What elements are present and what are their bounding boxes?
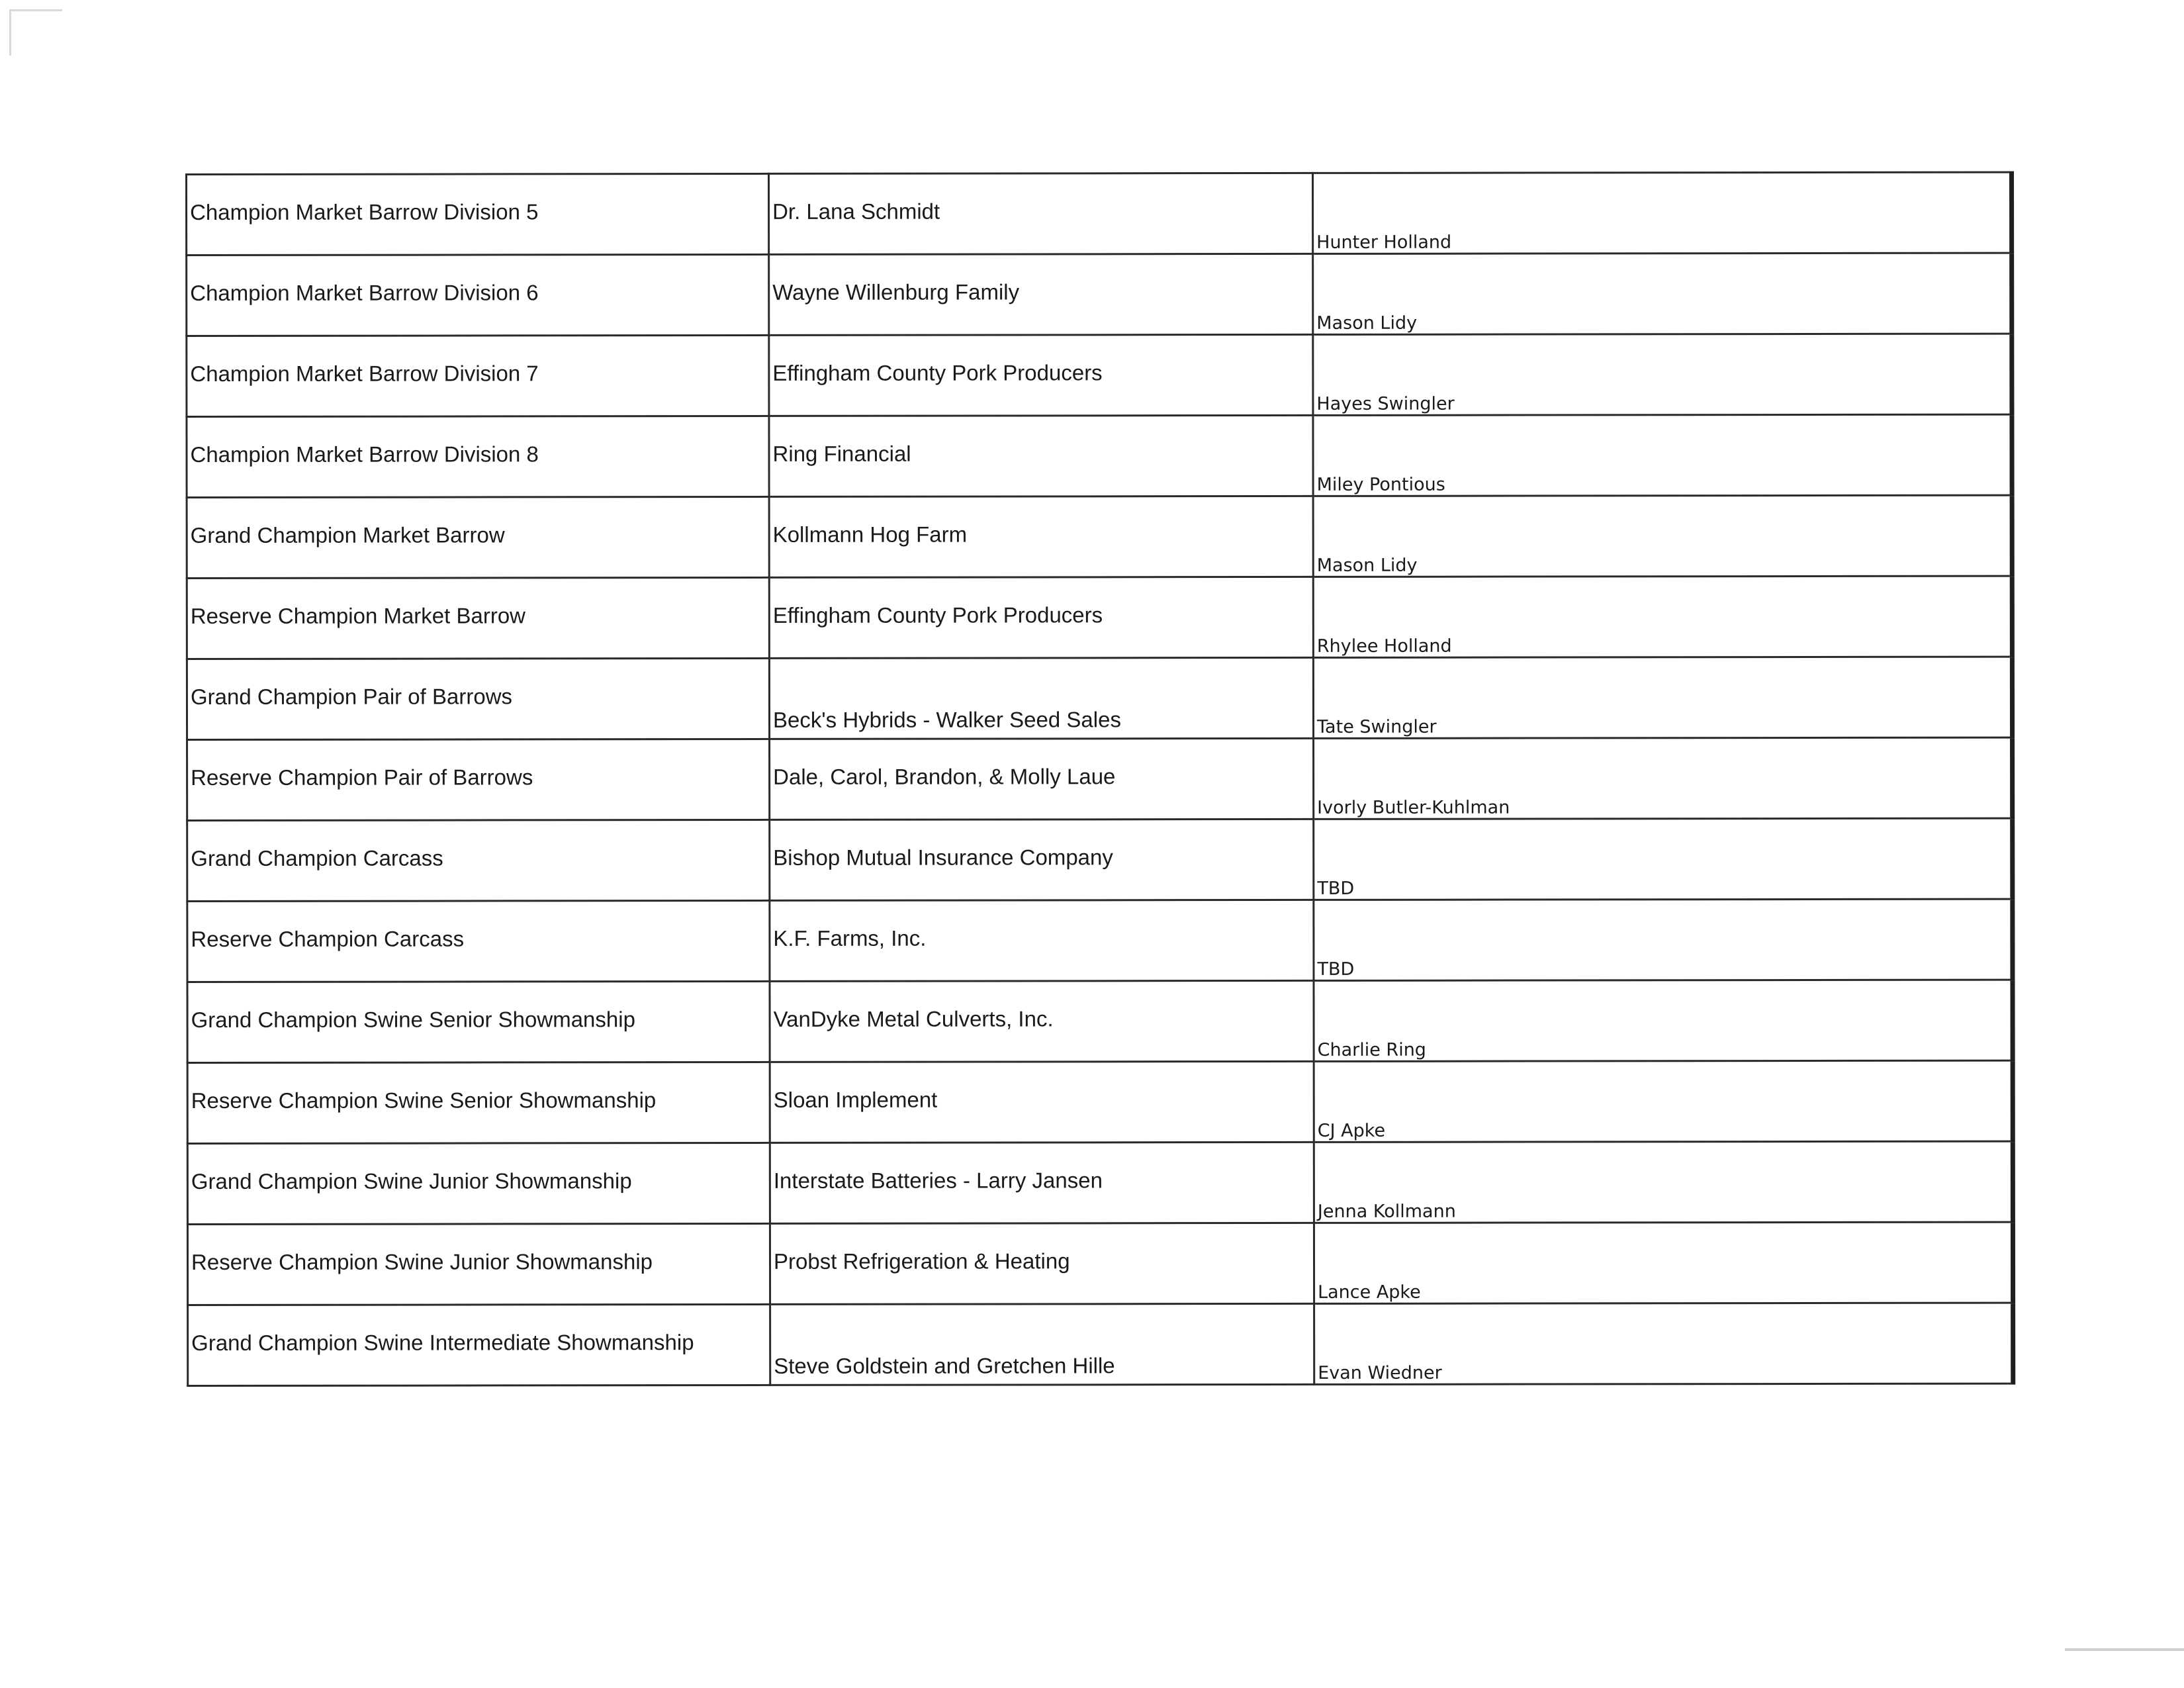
- winner-name: Evan Wiedner: [1318, 1362, 1442, 1383]
- award-name: Reserve Champion Market Barrow: [190, 602, 526, 628]
- award-cell: [187, 416, 769, 497]
- sponsor-name: Probst Refrigeration & Heating: [773, 1248, 1070, 1274]
- award-name: Grand Champion Swine Senior Showmanship: [191, 1006, 635, 1032]
- sponsor-cell: [769, 657, 1313, 739]
- winner-name: Charlie Ring: [1317, 1039, 1426, 1060]
- award-cell: [187, 173, 769, 255]
- sponsor-name: Beck's Hybrids - Walker Seed Sales: [772, 707, 1121, 732]
- winner-name: Miley Pontious: [1316, 474, 1445, 495]
- award-name: Reserve Champion Pair of Barrows: [191, 764, 533, 790]
- award-name: Reserve Champion Swine Junior Showmanship: [191, 1248, 653, 1274]
- sponsor-name: K.F. Farms, Inc.: [773, 925, 927, 951]
- winner-cell: [1313, 172, 2012, 254]
- award-cell: [187, 1223, 770, 1305]
- award-name: Reserve Champion Carcass: [191, 925, 465, 951]
- table-row: [187, 818, 2013, 901]
- winner-cell: [1314, 737, 2013, 819]
- winner-cell: [1313, 334, 2012, 415]
- sponsor-cell: [770, 1223, 1314, 1304]
- sponsor-cell: [769, 173, 1313, 254]
- award-name: Champion Market Barrow Division 7: [190, 360, 539, 386]
- winner-cell: [1314, 1222, 2013, 1303]
- table-row: [187, 414, 2012, 497]
- awards-table: [185, 171, 2015, 1387]
- sponsor-cell: [770, 1142, 1314, 1223]
- table-row: [187, 980, 2013, 1062]
- sponsor-name: Kollmann Hog Farm: [772, 522, 968, 547]
- winner-cell: [1314, 1141, 2013, 1223]
- scan-edge-mark: [9, 9, 62, 11]
- sponsor-cell: [769, 415, 1313, 496]
- award-cell: [188, 1304, 770, 1385]
- award-name: Champion Market Barrow Division 8: [190, 441, 539, 467]
- table-row: [187, 253, 2012, 336]
- sponsor-cell: [769, 254, 1313, 335]
- winner-cell: [1314, 818, 2013, 900]
- awards-table-body: [187, 172, 2013, 1385]
- winner-name: Mason Lidy: [1316, 555, 1418, 576]
- award-name: Grand Champion Swine Intermediate Showmanship: [191, 1329, 694, 1355]
- winner-cell: [1314, 899, 2013, 980]
- sponsor-cell: [770, 980, 1314, 1062]
- table-row: [187, 334, 2012, 416]
- award-name: Grand Champion Swine Junior Showmanship: [191, 1168, 632, 1194]
- table-row: [187, 495, 2012, 578]
- table-row: [187, 737, 2013, 820]
- winner-name: Mason Lidy: [1316, 312, 1418, 334]
- scan-edge-mark: [9, 9, 11, 56]
- award-cell: [187, 1062, 770, 1143]
- winner-cell: [1313, 414, 2012, 496]
- table-row: [187, 1222, 2013, 1305]
- sponsor-name: Wayne Willenburg Family: [772, 279, 1020, 305]
- sponsor-cell: [769, 577, 1313, 658]
- sponsor-name: Effingham County Pork Producers: [772, 602, 1103, 628]
- sponsor-name: Sloan Implement: [773, 1087, 938, 1112]
- winner-name: Ivorly Butler-Kuhlman: [1317, 797, 1510, 818]
- winner-cell: [1313, 253, 2012, 334]
- award-cell: [187, 900, 770, 982]
- award-name: Champion Market Barrow Division 5: [190, 199, 539, 224]
- sponsor-cell: [770, 900, 1314, 981]
- winner-name: Jenna Kollmann: [1317, 1201, 1456, 1222]
- table-row: [187, 899, 2013, 982]
- sponsor-name: Dr. Lana Schmidt: [772, 199, 940, 224]
- winner-cell: [1314, 1060, 2013, 1142]
- award-name: Grand Champion Pair of Barrows: [190, 683, 513, 709]
- sponsor-name: Interstate Batteries - Larry Jansen: [773, 1167, 1103, 1193]
- sponsor-cell: [770, 738, 1314, 820]
- sponsor-name: Dale, Carol, Brandon, & Molly Laue: [773, 763, 1116, 789]
- winner-name: TBD: [1317, 959, 1355, 980]
- sponsor-cell: [770, 1303, 1314, 1385]
- award-name: Reserve Champion Swine Senior Showmanship: [191, 1087, 657, 1113]
- award-cell: [187, 739, 770, 820]
- table-row: [187, 1141, 2013, 1224]
- winner-cell: [1313, 495, 2012, 577]
- award-cell: [187, 496, 769, 578]
- winner-name: Rhylee Holland: [1316, 635, 1452, 657]
- winner-name: Hayes Swingler: [1316, 393, 1455, 414]
- winner-name: Hunter Holland: [1316, 232, 1452, 253]
- winner-name: CJ Apke: [1317, 1120, 1386, 1141]
- winner-name: Lance Apke: [1318, 1282, 1421, 1303]
- winner-name: TBD: [1317, 878, 1355, 899]
- sponsor-name: Ring Financial: [772, 441, 911, 466]
- scan-edge-mark: [2065, 1648, 2184, 1651]
- sponsor-name: Steve Goldstein and Gretchen Hille: [774, 1353, 1115, 1378]
- table-row: [187, 1060, 2013, 1143]
- sponsor-name: Effingham County Pork Producers: [772, 359, 1103, 385]
- award-cell: [187, 1143, 770, 1224]
- sponsor-name: Bishop Mutual Insurance Company: [773, 844, 1113, 870]
- table-row: [188, 1303, 2013, 1385]
- sponsor-cell: [770, 819, 1314, 900]
- award-name: Grand Champion Carcass: [191, 845, 443, 870]
- award-cell: [187, 577, 769, 659]
- winner-cell: [1314, 980, 2013, 1061]
- sponsor-cell: [769, 334, 1313, 416]
- award-cell: [187, 820, 770, 901]
- award-cell: [187, 254, 769, 336]
- winner-name: Tate Swingler: [1317, 716, 1437, 737]
- award-name: Grand Champion Market Barrow: [190, 522, 505, 547]
- winner-cell: [1314, 1303, 2013, 1384]
- award-name: Champion Market Barrow Division 6: [190, 279, 539, 305]
- sponsor-cell: [769, 496, 1313, 577]
- award-cell: [187, 981, 770, 1062]
- winner-cell: [1313, 657, 2012, 738]
- table-row: [187, 172, 2012, 255]
- winner-cell: [1313, 576, 2012, 657]
- table-row: [187, 576, 2012, 659]
- award-cell: [187, 335, 769, 416]
- table-row: [187, 657, 2012, 739]
- sponsor-cell: [770, 1061, 1314, 1143]
- sponsor-name: VanDyke Metal Culverts, Inc.: [773, 1006, 1054, 1031]
- award-cell: [187, 658, 769, 739]
